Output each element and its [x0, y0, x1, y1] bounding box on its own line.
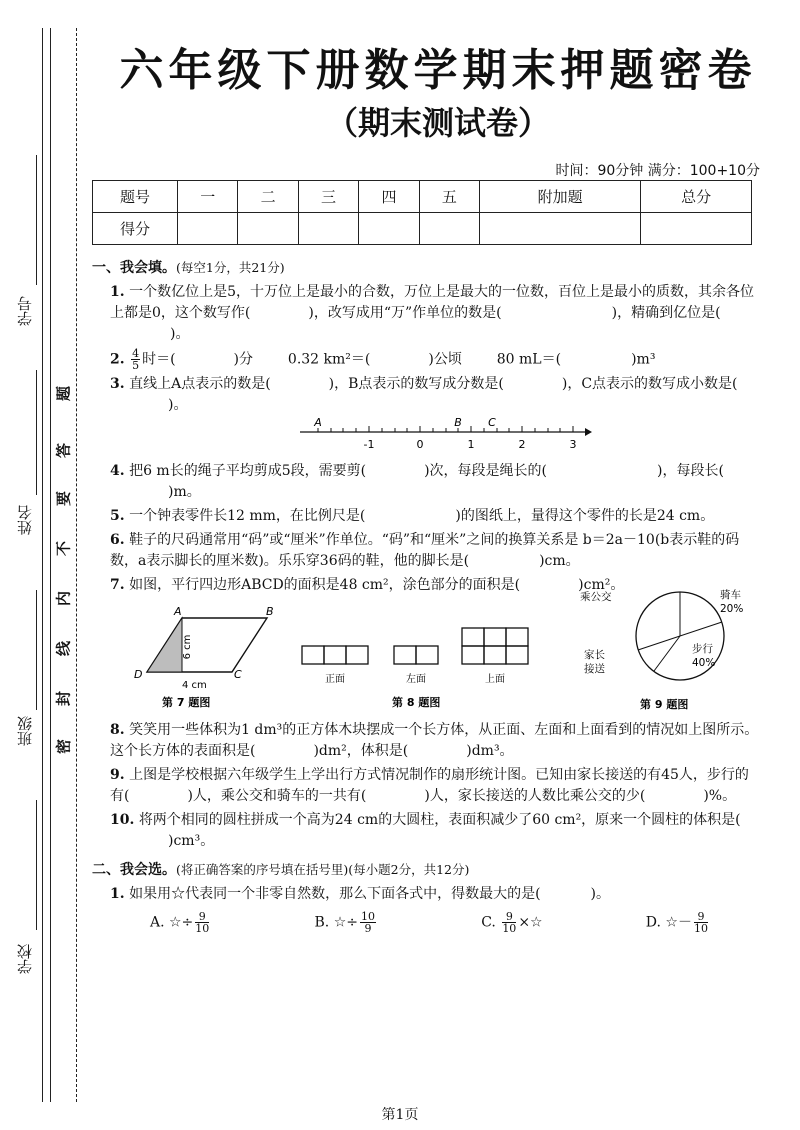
seal-char: 线 [54, 641, 73, 657]
question-1-6 [110, 530, 762, 572]
score-cell[interactable] [298, 213, 358, 245]
class-blank[interactable] [36, 590, 37, 710]
seal-char: 内 [54, 591, 73, 607]
figure-caption: 第 9 题图 [640, 698, 689, 711]
school-label: 学校 [16, 944, 34, 974]
seal-char: 答 [54, 443, 73, 459]
question-text: )cm。 [539, 553, 580, 569]
option-label: A. ☆÷ [150, 914, 194, 931]
question-1-5 [110, 506, 762, 527]
score-cell[interactable] [419, 213, 479, 245]
question-text: )，B点表示的数写成分数是( [328, 376, 504, 392]
number-line-point-label: B [454, 416, 462, 429]
number-line-tick-label: 3 [569, 438, 577, 451]
question-text: )。 [590, 886, 611, 902]
section-1-heading [92, 258, 762, 279]
number-line-tick-label: 1 [467, 438, 475, 451]
question-text: )的图纸上，量得这个零件的长是24 cm。 [455, 508, 715, 524]
figure-caption: 第 8 题图 [392, 696, 441, 709]
question-text: )dm³。 [466, 743, 514, 759]
question-text: 一个数亿位上是5，十万位上是最小的合数，万位上是最大的一位数，百位上是最小的质数，其余各位上都是0，这个数写作( [110, 284, 754, 321]
question-text: )次，每段是绳长的( [424, 463, 548, 479]
vertex-label: B [266, 605, 274, 618]
pie-label: 接送 [584, 663, 605, 675]
question-1-4 [110, 461, 762, 503]
score-cell[interactable] [238, 213, 298, 245]
score-table-header-row [93, 181, 752, 213]
pie-label: 40% [692, 657, 716, 669]
question-1-3 [110, 374, 762, 458]
pie-label: 乘公交 [580, 591, 612, 603]
question-text: )dm²，体积是( [313, 743, 409, 759]
question-text: 80 mL＝( [496, 351, 562, 368]
question-text: 如果用☆代表同一个非零自然数，那么下面各式中，得数最大的是( [129, 886, 541, 902]
question-2-1 [110, 884, 762, 934]
fraction-denominator: 9 [364, 922, 372, 935]
pie-label: 家长 [584, 649, 605, 661]
question-text: )人，家长接送的人数比乘公交的少( [424, 788, 646, 804]
question-number: 2. [110, 351, 125, 368]
question-text: 0.32 km²＝( [287, 351, 371, 368]
score-header-cell: 一 [178, 181, 238, 213]
number-line-tick-label: -1 [363, 438, 375, 451]
question-number: 7. [110, 577, 125, 593]
fraction-denominator: 5 [132, 359, 140, 372]
question-text: 上图是学校根据六年级学生上学出行方式情况制作的扇形统计图。已知由家长接送的有45人，步行的有( [110, 767, 749, 804]
seal-char: 封 [54, 691, 73, 707]
question-1-1 [110, 282, 762, 345]
option-label: B. ☆÷ [314, 914, 358, 931]
question-text: )分 [233, 351, 254, 368]
question-text: 鞋子的尺码通常用“码”或“厘米”作单位。“码”和“厘米”之间的换算关系是 b＝2a－10(b表示鞋的码数，a表示脚长的厘米数)。乐乐穿36码的鞋，他的脚长是( [110, 532, 740, 569]
question-text: )。 [168, 397, 188, 413]
seal-char: 题 [54, 386, 73, 402]
student-id-blank[interactable] [36, 155, 37, 285]
question-text: )，改写成用“万”作单位的数是( [308, 305, 502, 321]
vertex-label: D [134, 668, 143, 681]
figure-caption: 第 7 题图 [162, 696, 211, 709]
question-text: 直线上A点表示的数是( [129, 376, 271, 392]
question-number: 6. [110, 532, 125, 548]
question-text: )，精确到亿位是( [611, 305, 721, 321]
question-number: 9. [110, 767, 125, 783]
choice-option-b[interactable] [315, 911, 378, 934]
score-table-score-row [93, 213, 752, 245]
pie-label: 骑车 [720, 589, 741, 601]
question-text: )人，乘公交和骑车的一共有( [187, 788, 367, 804]
section-note: (每空1分，共21分) [176, 260, 285, 275]
time-info: 时间：90分钟 满分：100+10分 [555, 163, 760, 179]
question-text: 一个钟表零件长12 mm，在比例尺是( [129, 508, 366, 524]
pie-label: 20% [720, 603, 744, 615]
question-text: )cm³。 [168, 833, 215, 849]
number-line-tick-label: 2 [518, 438, 526, 451]
binding-margin [0, 0, 80, 1130]
exam-title: 六年级下册数学期末押题密卷 [119, 45, 757, 96]
margin-line [50, 28, 51, 1102]
option-label: D. ☆－ [645, 914, 692, 931]
question-text: )，C点表示的数写成小数是( [561, 376, 738, 392]
question-1-10 [110, 810, 762, 852]
fraction [195, 911, 209, 934]
fraction [694, 911, 708, 934]
exam-subtitle: （期末测试卷） [325, 104, 550, 142]
fraction-numerator: 10 [360, 910, 375, 923]
seal-char: 不 [54, 541, 73, 557]
view-label: 左面 [406, 674, 426, 685]
number-line [300, 418, 590, 458]
fraction-denominator: 10 [195, 922, 210, 935]
exam-content [92, 256, 762, 934]
student-id-label: 学号 [16, 296, 34, 326]
score-header-cell: 附加题 [480, 181, 641, 213]
section-note: (将正确答案的序号填在括号里)(每小题2分，共12分) [176, 862, 470, 877]
section-2-heading [92, 860, 762, 881]
score-cell[interactable] [359, 213, 419, 245]
fraction-numerator: 9 [502, 911, 516, 923]
fraction-denominator: 10 [693, 922, 708, 935]
figure-8-views [297, 602, 557, 714]
score-header-cell: 三 [298, 181, 358, 213]
margin-line [42, 28, 43, 1102]
score-header-cell: 二 [238, 181, 298, 213]
figure-7-parallelogram [132, 602, 272, 714]
choice-option-a[interactable] [150, 911, 211, 934]
question-text: )。 [170, 326, 190, 342]
question-text: )m³ [631, 351, 656, 368]
name-blank[interactable] [36, 370, 37, 495]
question-number: 3. [110, 376, 125, 392]
choice-options [150, 911, 710, 934]
score-row-label: 得分 [93, 213, 178, 245]
question-text: 将两个相同的圆柱拼成一个高为24 cm的大圆柱，表面积减少了60 cm²，原来一个圆柱的体积是( [138, 812, 741, 828]
section-title: 二、我会选。 [92, 862, 176, 878]
margin-cut-line [76, 28, 77, 1102]
question-text: 如图，平行四边形ABCD的面积是48 cm²，涂色部分的面积是( [129, 577, 521, 593]
view-label: 上面 [485, 674, 505, 685]
question-text: 把6 m长的绳子平均剪成5段，需要剪( [129, 463, 367, 479]
number-line-point-label: A [314, 416, 322, 429]
section-title: 一、我会填。 [92, 260, 176, 276]
class-label: 班级 [16, 716, 34, 746]
question-text: )，每段长( [657, 463, 724, 479]
question-1-2 [110, 348, 762, 371]
question-text: )公顷 [428, 351, 462, 368]
question-number: 1. [110, 886, 125, 902]
page-number: 第1页 [381, 1107, 419, 1123]
option-tail: ×☆ [518, 914, 543, 931]
question-number: 10. [110, 812, 135, 828]
option-label: C. [481, 914, 501, 931]
choice-option-c[interactable] [481, 911, 542, 934]
score-table [92, 180, 752, 245]
score-header-cell: 五 [419, 181, 479, 213]
fraction-numerator: 9 [195, 911, 209, 923]
pie-label: 步行 [692, 643, 713, 655]
question-1-9 [110, 765, 762, 807]
question-text: 笑笑用一些体积为1 dm³的正方体木块摆成一个长方体，从正面、左面和上面看到的情况如上图所示。这个长方体的表面积是( [110, 722, 759, 759]
question-number: 4. [110, 463, 125, 479]
question-1-8 [110, 720, 762, 762]
score-header-cell: 题号 [93, 181, 178, 213]
question-text: )cm²。 [578, 577, 625, 593]
figures-row [92, 589, 762, 717]
score-cell[interactable] [480, 213, 641, 245]
score-cell[interactable] [178, 213, 238, 245]
number-line-tick-label: 0 [416, 438, 424, 451]
vertex-label: C [234, 668, 242, 681]
score-cell[interactable] [641, 213, 752, 245]
choice-option-d[interactable] [646, 911, 710, 934]
seal-char: 要 [54, 491, 73, 507]
question-text: 时＝( [142, 351, 176, 368]
fraction [131, 348, 140, 371]
base-label: 4 cm [182, 680, 207, 691]
fraction-numerator: 9 [694, 911, 708, 923]
name-label: 姓名 [16, 505, 34, 535]
school-blank[interactable] [36, 800, 37, 930]
score-header-cell: 总分 [641, 181, 752, 213]
number-line-point-label: C [488, 416, 496, 429]
question-number: 5. [110, 508, 125, 524]
fraction [502, 911, 516, 934]
view-label: 正面 [325, 674, 345, 685]
score-header-cell: 四 [359, 181, 419, 213]
height-label: 6 cm [182, 634, 193, 660]
fraction-denominator: 10 [502, 922, 517, 935]
question-text: )%。 [703, 788, 737, 804]
fraction-numerator: 4 [132, 347, 140, 360]
question-number: 1. [110, 284, 125, 300]
fraction [360, 911, 376, 934]
figure-9-pie-chart [570, 574, 760, 716]
question-text: )m。 [168, 484, 201, 500]
vertex-label: A [174, 605, 182, 618]
seal-char: 密 [54, 739, 73, 755]
question-number: 8. [110, 722, 125, 738]
